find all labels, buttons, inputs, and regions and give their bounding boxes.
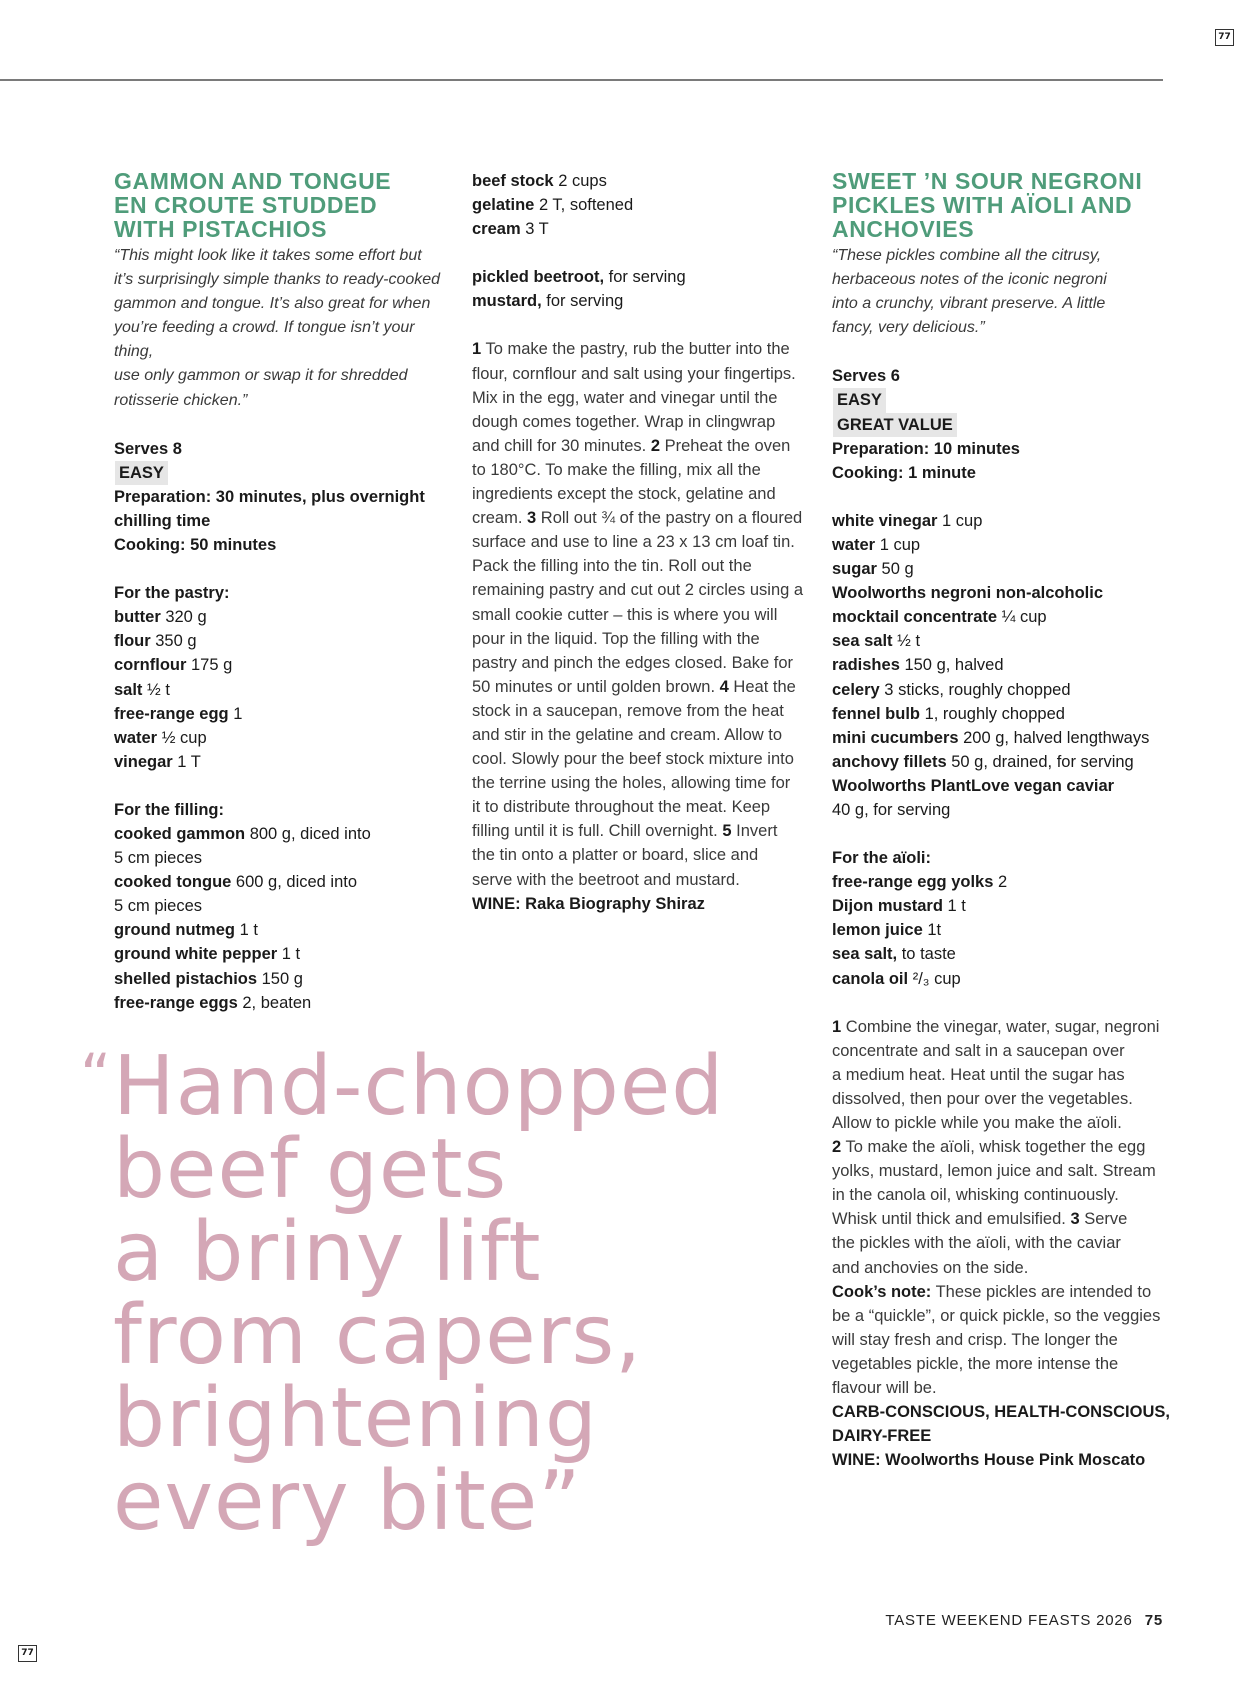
ingredient-item <box>114 750 454 774</box>
method-line <box>472 603 812 627</box>
intro-line: you’re feeding a crowd. If tongue isn’t your thing, <box>114 319 415 361</box>
ingredient-name: cooked tongue <box>114 873 232 892</box>
recipe2-preparation: Preparation: 10 minutes <box>832 439 1020 458</box>
ingredient-name: Woolworths PlantLove vegan caviar <box>832 776 1115 795</box>
method-line <box>472 651 812 675</box>
ingredient-item <box>832 918 1172 942</box>
recipe2-intro <box>832 244 1172 340</box>
recipe1-method <box>472 337 812 891</box>
ingredient-quantity: 2 T, softened <box>534 196 634 215</box>
ingredient-quantity: 1 t <box>277 945 301 964</box>
ingredient-name: salt <box>114 680 143 699</box>
method-text: the tin onto a platter or board, slice and <box>472 846 759 865</box>
method-text: 50 minutes or until golden brown. <box>472 677 720 696</box>
ingredient-quantity: 5 cm pieces <box>114 897 203 916</box>
method-line <box>832 1087 1172 1111</box>
ingredient-quantity: 5 cm pieces <box>114 849 203 868</box>
ingredient-name: water <box>114 728 158 747</box>
method-line <box>472 337 812 361</box>
step-number: 1 <box>472 340 482 359</box>
ingredient-quantity: 150 g, halved <box>899 656 1004 675</box>
step-number: 2 <box>832 1138 842 1157</box>
method-line <box>832 1015 1172 1039</box>
recipe1-serves: Serves 8 <box>114 439 182 458</box>
ingredient-name: sea salt <box>832 632 893 651</box>
ingredient-item <box>114 605 454 629</box>
ingredient-quantity: 3 T <box>520 220 549 239</box>
ingredient-item <box>114 846 454 870</box>
ingredient-item <box>472 265 812 289</box>
ingredient-name: gelatine <box>472 196 535 215</box>
recipe1-title <box>114 169 454 241</box>
method-text: small cookie cutter – this is where you will <box>472 605 778 624</box>
ingredient-name: free-range egg yolks <box>832 873 994 892</box>
dietary-tag-line: DAIRY-FREE <box>832 1427 932 1446</box>
ingredient-name: celery <box>832 680 880 699</box>
ingredient-name: butter <box>114 608 161 627</box>
recipe2-serves: Serves 6 <box>832 367 900 386</box>
method-text: Mix in the egg, water and vinegar until the <box>472 388 778 407</box>
page-footer <box>860 1612 1163 1629</box>
ingredient-quantity: 1 cup <box>937 511 983 530</box>
method-text: dough comes together. Wrap in clingwrap <box>472 412 776 431</box>
method-text: stock in a saucepan, remove from the heat <box>472 701 784 720</box>
method-text: dissolved, then pour over the vegetables. <box>832 1089 1133 1108</box>
ingredient-quantity: ½ t <box>142 680 170 699</box>
step-number: 1 <box>832 1017 842 1036</box>
method-line <box>832 1376 1172 1400</box>
method-text: To make the pastry, rub the butter into the <box>481 340 790 359</box>
ingredient-quantity: ½ cup <box>157 728 207 747</box>
ingredient-item <box>114 629 454 653</box>
ingredient-quantity: 2 cups <box>553 172 607 190</box>
ingredient-item <box>114 967 454 991</box>
method-text: flour, cornflour and salt using your fingertips. <box>472 364 796 383</box>
method-text: ingredients except the stock, gelatine and <box>472 485 776 504</box>
method-text: vegetables pickle, the more intense the <box>832 1354 1119 1373</box>
ingredient-name: cornflour <box>114 656 187 675</box>
intro-line: “These pickles combine all the citrusy, <box>832 247 1102 264</box>
method-text: cool. Slowly pour the beef stock mixture into <box>472 750 794 769</box>
method-line <box>832 1111 1172 1135</box>
recipe1-cooking: Cooking: 50 minutes <box>114 536 277 555</box>
great-value-badge: GREAT VALUE <box>833 413 957 437</box>
ingredient-item <box>114 991 454 1015</box>
recipe2-dietary-tags <box>832 1400 1172 1448</box>
preparation-line: Preparation: 30 minutes, plus overnight <box>114 487 425 506</box>
method-line <box>472 699 812 723</box>
method-line <box>832 1328 1172 1352</box>
title-line: SWEET ’N SOUR NEGRONI <box>832 168 1143 194</box>
ingredient-item <box>114 942 454 966</box>
ingredient-quantity: 40 g, for serving <box>832 800 951 819</box>
ingredient-quantity: 50 g <box>876 560 914 579</box>
method-text: Roll out ¾ of the pastry on a floured <box>536 509 803 528</box>
ingredient-name: sea salt, <box>832 945 898 964</box>
ingredient-item <box>114 918 454 942</box>
title-line: GAMMON AND TONGUE <box>114 168 392 194</box>
ingredient-quantity: ½ t <box>892 632 921 651</box>
method-text: be a “quickle”, or quick pickle, so the veggies <box>832 1306 1161 1325</box>
aioli-heading: For the aïoli: <box>832 849 931 868</box>
ingredient-item <box>832 726 1172 750</box>
ingredient-name: cooked gammon <box>114 824 246 843</box>
method-line <box>832 1159 1172 1183</box>
method-line <box>832 1304 1172 1328</box>
ingredient-name: beef stock <box>472 172 554 190</box>
ingredient-quantity: 800 g, diced into <box>245 824 371 843</box>
method-text: pastry and pinch the edges closed. Bake for <box>472 653 794 672</box>
filling-ingredient-list <box>114 822 454 1015</box>
method-text: filling until it is full. Chill overnight. <box>472 822 723 841</box>
method-line <box>832 1183 1172 1207</box>
footer-publication-title: TASTE WEEKEND FEASTS 2026 <box>885 1612 1133 1629</box>
ingredient-item <box>472 169 812 193</box>
ingredient-name: vinegar <box>114 752 173 771</box>
method-line <box>832 1207 1172 1231</box>
method-line <box>472 675 812 699</box>
ingredient-name: flour <box>114 632 151 651</box>
recipe1-wine: WINE: Raka Biography Shiraz <box>472 894 705 913</box>
ingredient-item <box>832 678 1172 702</box>
ingredient-item <box>114 726 454 750</box>
title-line: EN CROUTE STUDDED <box>114 192 378 218</box>
ingredient-item <box>114 678 454 702</box>
method-text: and chill for 30 minutes. <box>472 436 651 455</box>
recipe1-continued-column <box>472 169 812 916</box>
step-number: 3 <box>527 509 537 528</box>
pastry-heading: For the pastry: <box>114 584 230 603</box>
method-line <box>472 554 812 578</box>
method-line <box>472 578 812 602</box>
method-text: Heat the <box>728 677 796 696</box>
ingredient-item <box>832 533 1172 557</box>
method-text: a medium heat. Heat until the sugar has <box>832 1065 1125 1084</box>
pastry-ingredient-list <box>114 605 454 774</box>
method-line <box>472 771 812 795</box>
ingredient-quantity: 200 g, halved lengthways <box>958 728 1150 747</box>
ingredient-quantity: ¼ cup <box>997 608 1047 627</box>
ingredient-name: anchovy fillets <box>832 752 947 771</box>
ingredient-quantity: for serving <box>604 268 686 287</box>
method-text: in the canola oil, whisking continuously. <box>832 1186 1119 1205</box>
ingredient-quantity: 350 g <box>150 632 197 651</box>
header-divider <box>0 79 1163 81</box>
ingredient-name: mocktail concentrate <box>832 608 998 627</box>
ingredient-quantity: 1 T <box>172 752 201 771</box>
method-line <box>472 747 812 771</box>
method-text: To make the aïoli, whisk together the egg <box>841 1138 1146 1157</box>
method-text: remaining pastry and cut out 2 circles using a <box>472 581 804 600</box>
step-number: 2 <box>650 436 661 455</box>
ingredient-item <box>114 702 454 726</box>
ingredient-item <box>832 702 1172 726</box>
ingredient-item <box>832 750 1172 774</box>
ingredient-item <box>832 870 1172 894</box>
method-line <box>832 1063 1172 1087</box>
intro-line: gammon and tongue. It’s also great for when <box>114 295 431 313</box>
ingredient-name: canola oil <box>832 969 909 988</box>
ingredient-quantity: 175 g <box>186 656 233 675</box>
intro-line: fancy, very delicious.” <box>832 319 985 337</box>
ingredient-name: water <box>832 535 876 554</box>
ingredient-item <box>472 193 812 217</box>
ingredient-quantity: 600 g, diced into <box>231 873 358 892</box>
method-text: These pickles are intended to <box>931 1282 1152 1301</box>
ingredient-name: fennel bulb <box>832 704 920 723</box>
method-text: Invert <box>731 822 778 841</box>
ingredient-quantity: for serving <box>541 292 624 311</box>
ingredient-item <box>832 509 1172 533</box>
ingredient-name: white vinegar <box>832 511 938 530</box>
method-text: surface and use to line a 23 x 13 cm loaf tin. <box>472 533 795 552</box>
ingredient-item <box>472 289 812 313</box>
ingredient-item <box>832 581 1172 605</box>
method-line <box>472 530 812 554</box>
method-line <box>832 1039 1172 1063</box>
ingredient-item <box>832 605 1172 629</box>
recipe2-cooking: Cooking: 1 minute <box>832 463 976 482</box>
method-text: to 180°C. To make the filling, mix all the <box>472 460 761 479</box>
ingredient-quantity: 150 g <box>257 969 303 988</box>
ingredient-quantity: 3 sticks, roughly chopped <box>879 680 1071 699</box>
ingredient-quantity: 1 cup <box>875 535 921 554</box>
extra-ingredient-list <box>472 169 812 241</box>
serving-ingredient-list <box>472 265 812 313</box>
ingredient-name: ground white pepper <box>114 945 278 964</box>
method-line <box>832 1352 1172 1376</box>
method-line <box>472 482 812 506</box>
method-line <box>472 410 812 434</box>
title-line: ANCHOVIES <box>832 216 975 242</box>
ingredient-name: Woolworths negroni non-alcoholic <box>832 584 1104 603</box>
ingredient-item <box>832 653 1172 677</box>
ingredient-quantity: ²/₃ cup <box>908 969 961 988</box>
method-text: and anchovies on the side. <box>832 1258 1029 1277</box>
title-line: PICKLES WITH AÏOLI AND <box>832 192 1133 218</box>
method-text: pour in the liquid. Top the filling with the <box>472 629 760 648</box>
method-line <box>832 1280 1172 1304</box>
method-line <box>832 1135 1172 1159</box>
method-text: Combine the vinegar, water, sugar, negroni <box>841 1017 1160 1036</box>
recipe2-wine: WINE: Woolworths House Pink Moscato <box>832 1451 1146 1470</box>
method-line <box>472 506 812 530</box>
ingredient-name: ground nutmeg <box>114 921 235 940</box>
recipe1-column <box>114 169 454 1015</box>
method-line <box>472 362 812 386</box>
ingredient-item <box>114 653 454 677</box>
method-text: will stay fresh and crisp. The longer the <box>832 1330 1118 1349</box>
ingredient-name: mini cucumbers <box>832 728 959 747</box>
pickle-ingredient-list <box>832 509 1172 822</box>
pull-quote-open-mark: “ <box>80 1041 113 1111</box>
ingredient-name: pickled beetroot, <box>472 268 605 287</box>
method-text: and stir in the gelatine and cream. Allow to <box>472 725 783 744</box>
ingredient-quantity: 1, roughly chopped <box>920 704 1065 723</box>
method-line <box>472 843 812 867</box>
method-text: the terrine using the holes, allowing time for <box>472 774 791 793</box>
filling-heading: For the filling: <box>114 800 224 819</box>
ingredient-name: free-range eggs <box>114 993 238 1012</box>
aioli-ingredient-list <box>832 870 1172 990</box>
ingredient-item <box>832 942 1172 966</box>
intro-line: into a crunchy, vibrant preserve. A little <box>832 295 1106 313</box>
ingredient-quantity: 1 <box>228 704 243 723</box>
ingredient-name: mustard, <box>472 292 542 311</box>
ingredient-item <box>114 870 454 894</box>
page-number-badge-bottom: 77 <box>18 1645 37 1662</box>
footer-page-number: 75 <box>1144 1612 1163 1629</box>
step-number: 5 <box>722 822 732 841</box>
method-text: the pickles with the aïoli, with the caviar <box>832 1234 1121 1253</box>
method-line <box>832 1231 1172 1255</box>
pull-quote <box>80 1039 740 1549</box>
recipe2-title <box>832 169 1172 241</box>
intro-line: rotisserie chicken.” <box>114 391 248 409</box>
ingredient-item <box>832 629 1172 653</box>
method-text: Pack the filling into the tin. Roll out the <box>472 557 752 576</box>
method-text: cream. <box>472 509 528 528</box>
preparation-line: chilling time <box>114 511 211 530</box>
ingredient-quantity: 1 t <box>234 921 258 940</box>
method-line <box>472 868 812 892</box>
ingredient-name: free-range egg <box>114 704 229 723</box>
method-line <box>472 386 812 410</box>
method-text: flavour will be. <box>832 1379 937 1398</box>
ingredient-item <box>832 774 1172 798</box>
pull-quote-text: Hand-chopped beef gets a briny lift from capers, brightening every bite” <box>113 1039 725 1549</box>
ingredient-quantity: 1t <box>922 921 942 940</box>
step-number: 3 <box>1070 1210 1080 1229</box>
ingredient-name: sugar <box>832 560 877 579</box>
ingredient-item <box>114 822 454 846</box>
method-line <box>472 819 812 843</box>
ingredient-item <box>832 967 1172 991</box>
ingredient-name: Dijon mustard <box>832 897 943 916</box>
recipe1-intro <box>114 244 454 413</box>
dietary-tag-line: CARB-CONSCIOUS, HEALTH-CONSCIOUS, <box>832 1403 1170 1422</box>
step-number: Cook’s note: <box>832 1282 932 1301</box>
ingredient-name: radishes <box>832 656 900 675</box>
ingredient-quantity: 1 t <box>942 897 966 916</box>
method-line <box>832 1256 1172 1280</box>
step-number: 4 <box>719 677 729 696</box>
title-line: WITH PISTACHIOS <box>114 216 328 242</box>
ingredient-item <box>832 557 1172 581</box>
method-text: concentrate and salt in a saucepan over <box>832 1041 1125 1060</box>
intro-line: “This might look like it takes some effort but <box>114 247 422 264</box>
recipe1-difficulty-badge: EASY <box>115 461 168 485</box>
ingredient-item <box>114 894 454 918</box>
ingredient-quantity: 2, beaten <box>237 993 312 1012</box>
ingredient-name: shelled pistachios <box>114 969 258 988</box>
method-line <box>472 458 812 482</box>
ingredient-item <box>832 798 1172 822</box>
ingredient-name: cream <box>472 220 521 239</box>
ingredient-quantity: to taste <box>897 945 956 964</box>
method-text: serve with the beetroot and mustard. <box>472 870 740 889</box>
method-text: Allow to pickle while you make the aïoli. <box>832 1114 1122 1132</box>
method-text: it to distribute throughout the meat. Keep <box>472 798 771 817</box>
method-text: yolks, mustard, lemon juice and salt. Stream <box>832 1162 1156 1181</box>
ingredient-quantity: 50 g, drained, for serving <box>946 752 1134 771</box>
method-line <box>472 434 812 458</box>
ingredient-quantity: 320 g <box>160 608 207 627</box>
method-line <box>472 795 812 819</box>
method-text: Preheat the oven <box>660 436 791 455</box>
intro-line: it’s surprisingly simple thanks to ready-cooked <box>114 271 441 289</box>
recipe1-preparation <box>114 485 454 533</box>
page-number-badge-top: 77 <box>1215 29 1234 46</box>
ingredient-item <box>472 217 812 241</box>
intro-line: herbaceous notes of the iconic negroni <box>832 271 1107 289</box>
method-line <box>472 627 812 651</box>
method-line <box>472 723 812 747</box>
intro-line: use only gammon or swap it for shredded <box>114 367 408 385</box>
method-text: Whisk until thick and emulsified. <box>832 1210 1071 1229</box>
recipe2-column <box>832 169 1172 1472</box>
recipe2-difficulty-badge: EASY <box>833 388 886 412</box>
recipe2-method <box>832 1015 1172 1401</box>
ingredient-item <box>832 894 1172 918</box>
method-text: Serve <box>1079 1210 1128 1229</box>
ingredient-name: lemon juice <box>832 921 923 940</box>
ingredient-quantity: 2 <box>993 873 1008 892</box>
